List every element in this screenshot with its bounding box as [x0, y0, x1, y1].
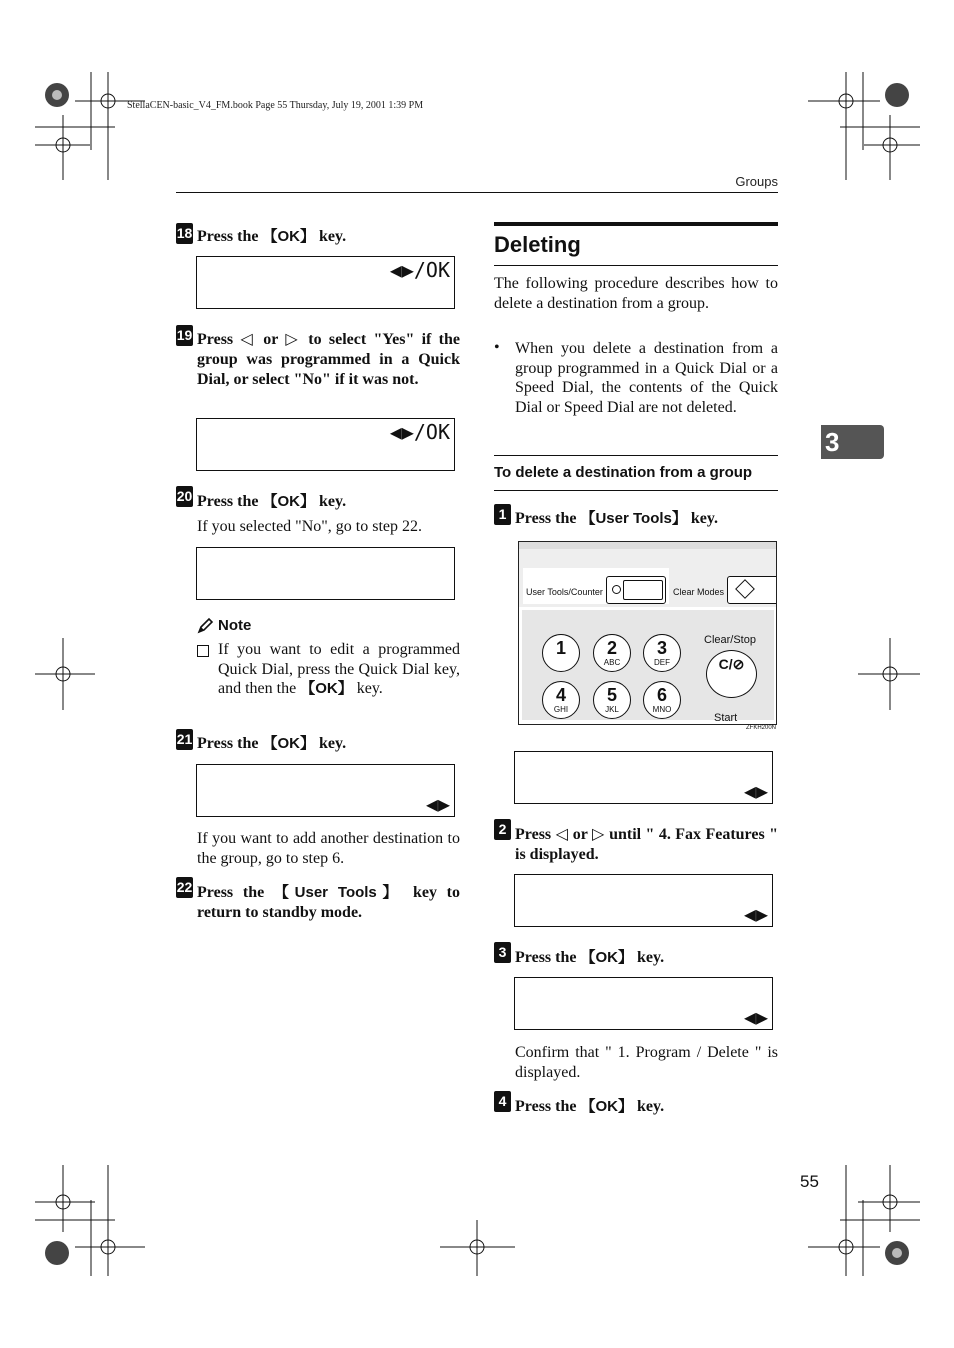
subsection-top-rule [494, 455, 778, 456]
ok-key: 【OK】 [580, 949, 633, 966]
lcd-fax-features-program [514, 977, 773, 1030]
page-number: 55 [800, 1172, 819, 1191]
lcd-arrows: ◀▶ [743, 1005, 768, 1029]
bullet-text: When you delete a destination from a group programmed in a Quick Dial or a Speed Dial, the contents of the Quick Dial or Speed Dial are not deleted. [515, 340, 778, 416]
lcd-arrows: ◀▶/OK [389, 420, 450, 444]
ok-key: 【OK】 [300, 680, 353, 697]
indicator-icon [612, 585, 621, 594]
ok-key: 【OK】 [262, 493, 315, 510]
user-tools-button [606, 576, 666, 604]
lcd-user-tools-counter [514, 751, 773, 804]
clear-modes-label: Clear Modes [673, 587, 725, 597]
checkbox-icon [197, 645, 209, 657]
section-top-rule [494, 222, 778, 226]
step-20-subtext: If you selected "No", go to step 22. [197, 518, 423, 535]
step-4-pre: Press the [515, 1098, 581, 1115]
step-22-text [197, 883, 460, 923]
step-2-text: Press ◁ or ▷ until " 4. Fax Features " is displayed. [515, 826, 778, 863]
step-3-text [515, 948, 664, 968]
section-bottom-rule [494, 265, 778, 266]
lcd-arrows: ◀▶ [743, 779, 768, 803]
note-text-pre: If you want to edit a programmed Quick Dial, press the Quick Dial key, and then the [218, 641, 460, 697]
step-number-4: 4 [494, 1091, 511, 1112]
keypad-key-6: 6 MNO [643, 681, 681, 719]
subsection-bottom-rule [494, 490, 778, 491]
illustration-code: ZFKH200N [746, 725, 777, 731]
step-number-1: 1 [494, 504, 511, 525]
step-18-post: key. [314, 228, 347, 245]
keypad-key-4: 4 GHI [542, 681, 580, 719]
clear-modes-icon [735, 579, 755, 599]
step-21-pre: Press the [197, 735, 263, 752]
step-21-text [197, 734, 346, 754]
keypad-key-5: 5 JKL [593, 681, 631, 719]
step-4-post: key. [632, 1098, 665, 1115]
chapter-tab: 3 [821, 425, 884, 459]
clear-stop-button [706, 650, 757, 698]
lcd-arrows: ◀▶ [743, 902, 768, 926]
user-tools-label: User Tools/Counter [526, 587, 603, 597]
keypad-key-1: 1 [542, 634, 580, 672]
step-number-19: 19 [176, 325, 193, 346]
clear-stop-label: Clear/Stop [704, 634, 756, 646]
control-panel-illustration [518, 541, 777, 725]
step-20-text [197, 492, 346, 512]
step-number-20: 20 [176, 486, 193, 507]
start-label: Start [714, 712, 738, 724]
clear-stop-key-label: C/⊘ [718, 656, 745, 672]
header-file-info: StellaCEN-basic_V4_FM.book Page 55 Thursday, July 19, 2001 1:39 PM [127, 100, 424, 111]
subsection-title: To delete a destination from a group [494, 464, 753, 481]
note-block [197, 617, 460, 699]
header-section: Groups [735, 174, 778, 189]
step-4-text [515, 1097, 664, 1117]
step-number-2: 2 [494, 819, 511, 840]
lcd-assign-to-key-2 [196, 418, 455, 471]
ok-key: 【OK】 [580, 1098, 633, 1115]
clear-modes-button [727, 576, 777, 604]
step-number-3: 3 [494, 942, 511, 963]
step-3-post: key. [632, 949, 665, 966]
lcd-assign-to-key-1 [196, 256, 455, 309]
step-20-post: key. [314, 493, 347, 510]
note-text-post: key. [352, 680, 383, 697]
note-title: Note [218, 617, 252, 634]
header-rule [176, 192, 778, 193]
step-1-pre: Press the [515, 510, 581, 527]
lcd-press-quick-dial [196, 547, 455, 600]
step-number-18: 18 [176, 223, 193, 244]
section-title: Deleting [494, 232, 581, 257]
user-tools-key: 【User Tools】 [580, 510, 687, 527]
lcd-program-delete [196, 764, 455, 817]
lcd-arrows: ◀▶/OK [389, 258, 450, 282]
section-intro: The following procedure describes how to delete a destination from a group. [494, 275, 778, 312]
step-19-text: Press ◁ or ▷ to select "Yes" if the group was programmed in a Quick Dial, or select "No" if it was not. [197, 331, 460, 388]
step-22-pre: Press the [197, 884, 274, 901]
step-21-subtext: If you want to add another destination to the group, go to step 6. [197, 830, 460, 867]
step-number-22: 22 [176, 877, 193, 898]
step-21-post: key. [314, 735, 347, 752]
lcd-arrows: ◀▶ [425, 792, 450, 816]
pencil-icon [197, 617, 214, 634]
step-1-text [515, 509, 718, 529]
note-text [218, 640, 460, 699]
keypad-key-2: 2 ABC [593, 634, 631, 672]
step-18-text [197, 227, 346, 247]
step-3-subtext: Confirm that " 1. Program / Delete " is displayed. [515, 1044, 778, 1081]
ok-key: 【OK】 [262, 228, 315, 245]
ok-key: 【OK】 [262, 735, 315, 752]
user-tools-icon [623, 580, 663, 600]
lcd-user-tools-fax-features [514, 874, 773, 927]
step-22-post: key to return to standby mode. [197, 884, 461, 921]
step-3-pre: Press the [515, 949, 581, 966]
step-20-pre: Press the [197, 493, 263, 510]
step-number-21: 21 [176, 729, 193, 750]
step-18-pre: Press the [197, 228, 263, 245]
bullet-dot: • [494, 339, 500, 356]
bullet-item [494, 339, 778, 417]
user-tools-key: 【User Tools】 [273, 884, 404, 901]
step-1-post: key. [686, 510, 719, 527]
keypad-key-3: 3 DEF [643, 634, 681, 672]
